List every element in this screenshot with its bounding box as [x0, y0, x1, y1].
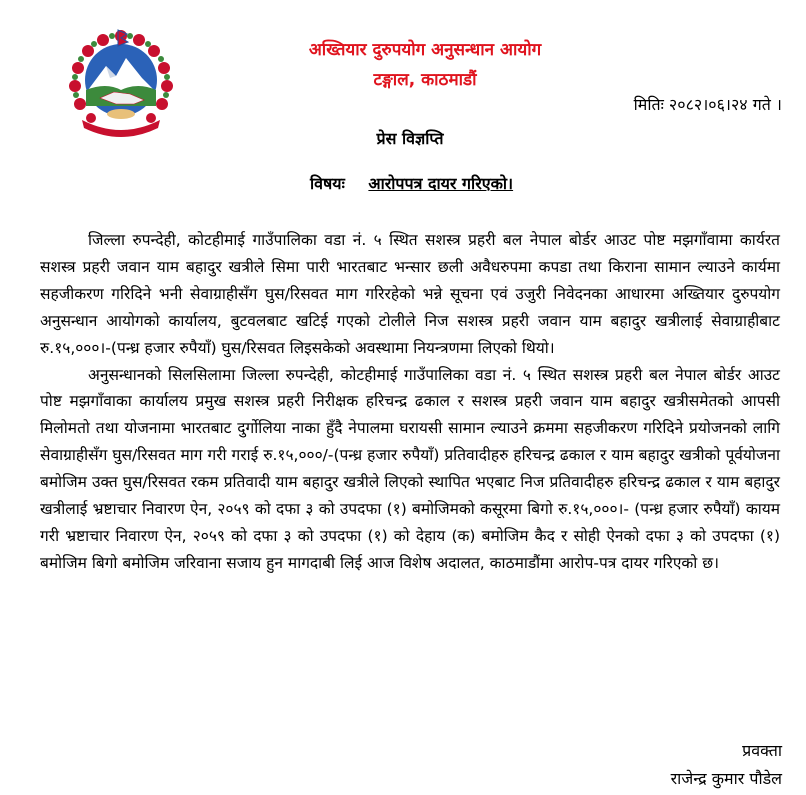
subject-text: आरोपपत्र दायर गरिएको।	[368, 174, 514, 193]
issue-date: मितिः २०८२।०६।२४ गते ।	[633, 95, 782, 114]
organization-address: टङ्गाल, काठमाडौं	[373, 70, 477, 90]
press-release-body	[40, 227, 780, 577]
signatory-name: राजेन्द्र कुमार पौडेल	[670, 769, 782, 788]
government-emblem	[66, 28, 176, 138]
signature-block	[671, 737, 782, 793]
paragraph-1: जिल्ला रुपन्देही, कोटहीमाई गाउँपालिका वडा नं. ५ स्थित सशस्त्र प्रहरी बल नेपाल बोर्डर आउट पोष्ट मझगाँवामा कार्यरत सशस्त्र प्रहरी जवान याम बहादुर खत्रीले सिमा पारी भारतबाट भन्सार छली अवैधरुपमा कपडा तथा किराना सामान ल्याउने कार्यमा सहजीकरण गरिदिने भनी सेवाग्राहीसँग घुस/रिसवत माग गरिरहेको भन्ने सूचना एवं उजुरी निवेदनका आधारमा अख्तियार दुरुपयोग अनुसन्धान आयोगको कार्यालय, बुटवलबाट खटिई गएको टोलीले निज सशस्त्र प्रहरी जवान याम बहादुर खत्रीलाई सेवाग्राहीबाट रु.१५,०००।-(पन्ध्र हजार रुपैयाँ) घुस/रिसवत लिइसकेको अवस्थामा नियन्त्रणमा लिएको थियो।	[40, 231, 780, 357]
subject-line	[310, 172, 513, 196]
paragraph-2: अनुसन्धानको सिलसिलामा जिल्ला रुपन्देही, कोटहीमाई गाउँपालिका वडा नं. ५ स्थित सशस्त्र प्रहरी बल नेपाल बोर्डर आउट पोष्ट मझगाँवाका कार्यालय प्रमुख सशस्त्र प्रहरी निरीक्षक हरिचन्द्र ढकाल र सशस्त्र प्रहरी जवान याम बहादुर खत्रीसमेतको आपसी मिलोमतो तथा योजनामा भारतबाट दुर्गोलिया नाका हुँदै नेपालमा घरायसी सामान ल्याउने क्रममा सहजीकरण गरिदिने प्रयोजनको लागि सेवाग्राहीसँग घुस/रिसवत माग गरी गराई रु.१५,०००/-(पन्ध्र हजार रुपैयाँ) प्रतिवादीहरु हरिचन्द्र ढकाल र याम बहादुर खत्रीको पूर्वयोजना बमोजिम उक्त घुस/रिसवत रकम प्रतिवादी याम बहादुर खत्रीले लिएको स्थापित भएबाट निज प्रतिवादीहरु हरिचन्द्र ढकाल र याम बहादुर खत्रीलाई भ्रष्टाचार निवारण ऐन, २०५९ को दफा ३ को उपदफा (१) बमोजिमको कसूरमा बिगो रु.१५,०००।- (पन्ध्र हजार रुपैयाँ) कायम गरी भ्रष्टाचार निवारण ऐन, २०५९ को दफा ३ को उपदफा (१) को देहाय (क) बमोजिम कैद र सोही ऐनको दफा ३ को उपदफा (१) बमोजिम बिगो बमोजिम जरिवाना सजाय हुन मागदाबी लिई आज विशेष अदालत, काठमाडौंमा आरोप-पत्र दायर गरिएको छ।	[40, 365, 780, 572]
subject-label: विषयः	[310, 174, 345, 193]
organization-name: अख्तियार दुरुपयोग अनुसन्धान आयोग	[308, 40, 542, 60]
document-title: प्रेस विज्ञप्ति	[376, 129, 444, 148]
signatory-role: प्रवक्ता	[742, 741, 782, 760]
